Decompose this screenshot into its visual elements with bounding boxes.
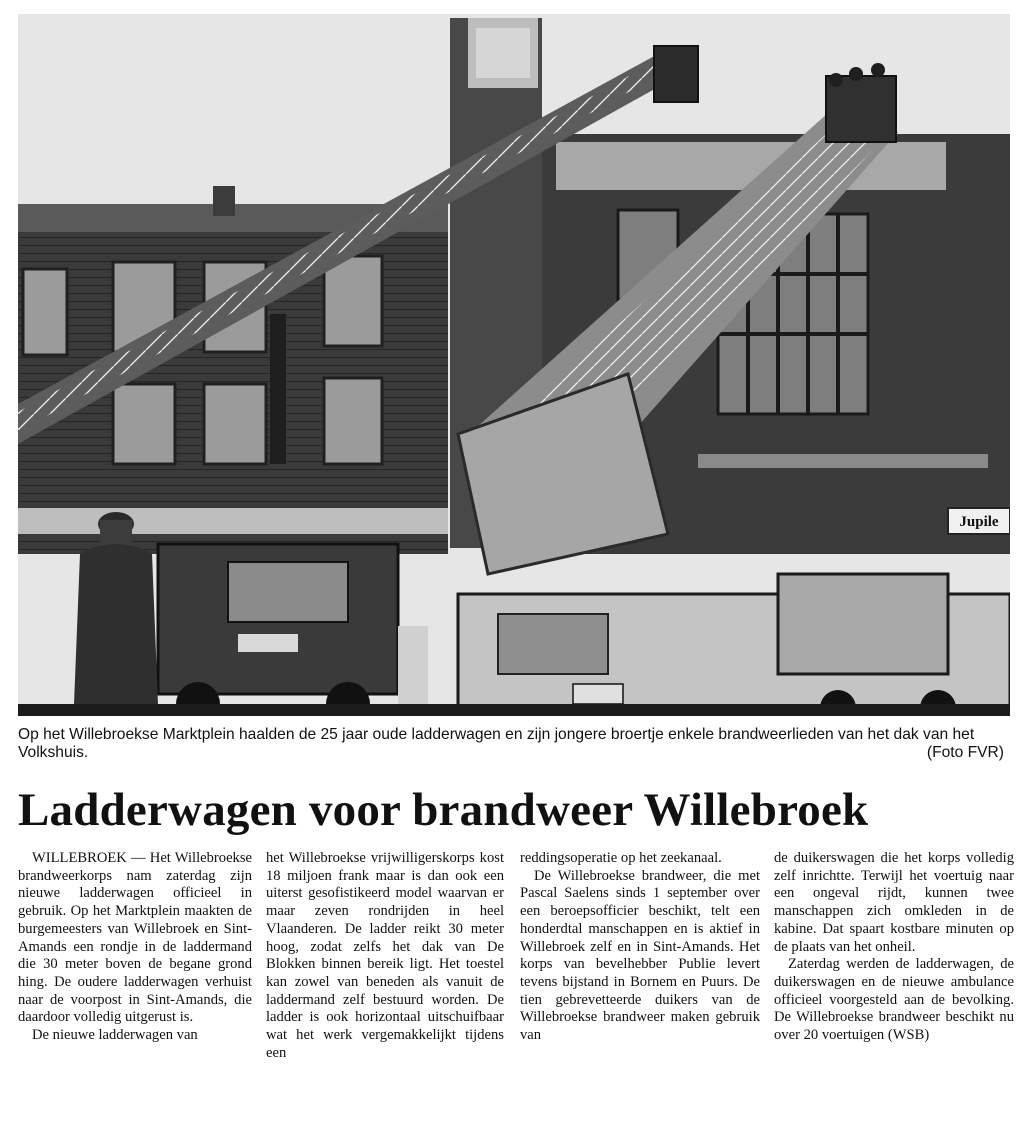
article-headline: Ladderwagen voor brandweer Willebroek	[18, 784, 869, 836]
paragraph: Zaterdag werden de ladderwagen, de duikerswagen en de nieuwe ambulance officieel voorgesteld aan de bevolking. De Willebroekse brandweer beschikt nu over 20 voertuigen (WSB)	[774, 956, 1014, 1044]
article-column-3	[520, 850, 760, 1045]
new-fire-truck	[398, 574, 1010, 716]
photo-credit: (Foto FVR)	[926, 744, 1004, 761]
paragraph: de duikerswagen die het korps volledig zelf inrichtte. Terwijl het voertuig naar een ongeval rijdt, kunnen twee manschappen zich omkleden in de kabine. Dat spaart kostbare minuten op de plaats van het onheil.	[774, 850, 1014, 955]
article-column-2	[266, 850, 504, 1062]
paragraph: De Willebroekse brandweer, die met Pascal Saelens sinds 1 september over een beroepsofficier beschikt, telt een honderdtal manschappen en is aktief in Willebroek zelf en in Sint-Amands. Het korps van bevelhebber Publie levert tevens bijstand in Bornem en Puurs. De tien gebrevetteerde duikers van de Willebroekse brandweer maken gebruik van	[520, 867, 760, 1044]
article-column-4	[774, 850, 1014, 1045]
article-column-1	[18, 850, 252, 1045]
caption-text: Op het Willebroekse Marktplein haalden de 25 jaar oude ladderwagen en zijn jongere broertje enkele brandweerlieden van het dak van het Volkshuis.	[18, 726, 975, 761]
paragraph: WILLEBROEK — Het Willebroekse brandweerkorps nam zaterdag zijn nieuwe ladderwagen officieel in gebruik. Op het Marktplein maakten de burgemeesters van Willebroek en Sint-Amands een rondje in de laddermand die 30 meter boven de begane grond hing. De oudere ladderwagen verhuist naar de voorpost in Sint-Amands, die daardoor volledig uitgerust is.	[18, 850, 252, 1026]
old-fire-truck	[158, 544, 398, 716]
fire-ladder-trucks-photo	[18, 14, 1010, 716]
paragraph: het Willebroekse vrijwilligerskorps kost 18 miljoen frank maar is dan ook een uiterst gesofistikeerd model waarvan er maar zeven rondrijden in heel Vlaanderen. De ladder reikt 30 meter hoog, zodat zelfs het dak van De Blokken binnen bereik ligt. Het toestel kan zowel van beneden als vanuit de laddermand zelf bestuurd worden. De ladder is ook horizontaal uitschuifbaar wat het werk vergemakkelijkt tijdens een	[266, 850, 504, 1061]
photo-caption	[18, 726, 1010, 762]
jupiler-sign: Jupile	[959, 514, 999, 530]
paragraph: reddingsoperatie op het zeekanaal.	[520, 850, 722, 866]
paragraph: De nieuwe ladderwagen van	[32, 1027, 198, 1044]
